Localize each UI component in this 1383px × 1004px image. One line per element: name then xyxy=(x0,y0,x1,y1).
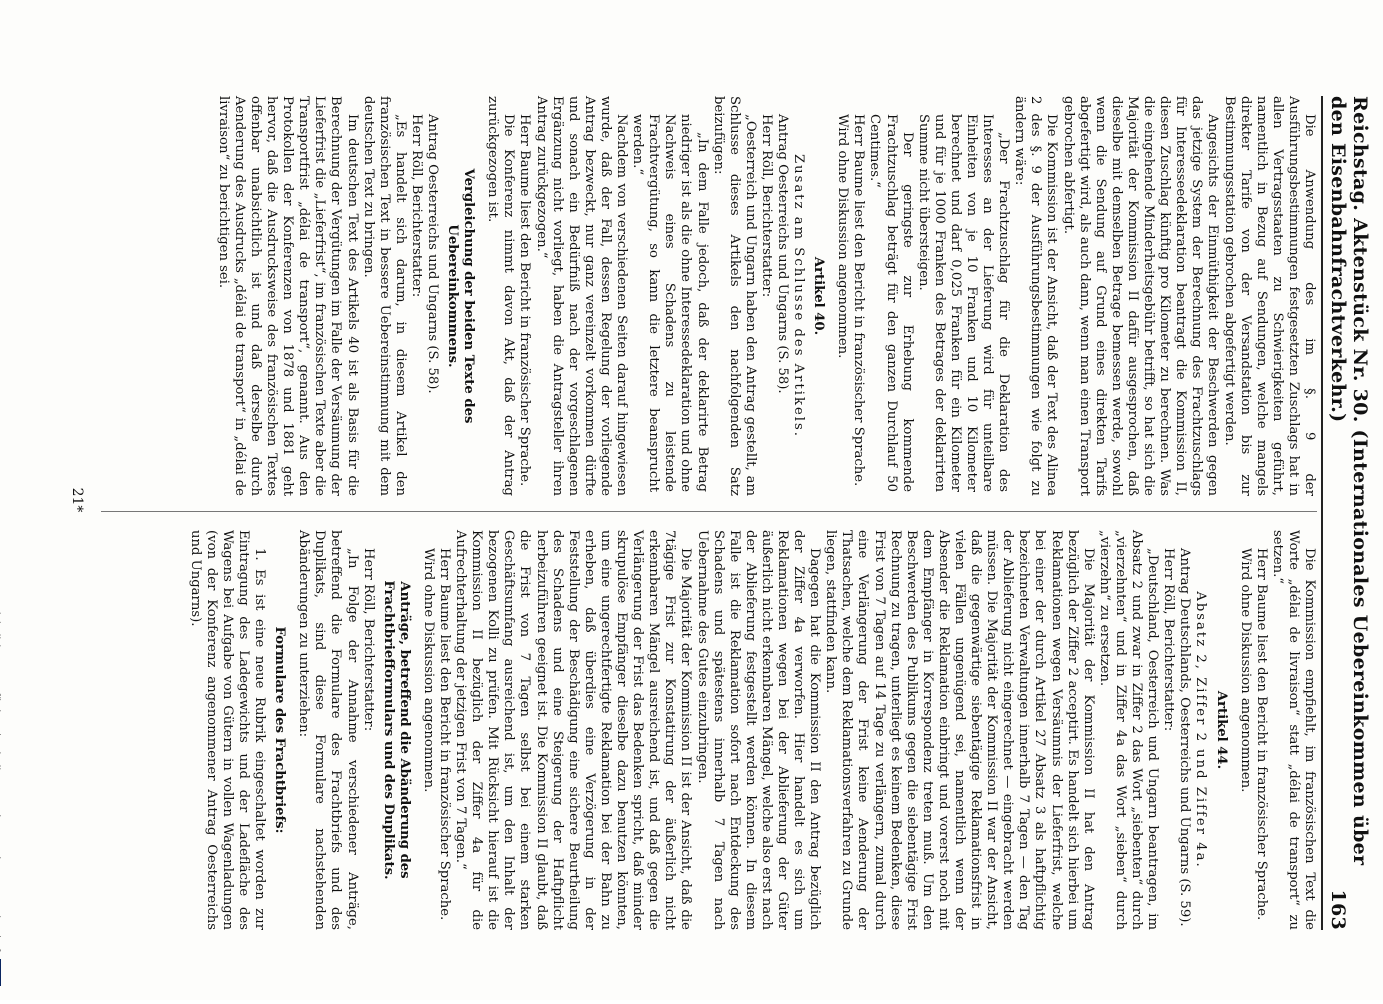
section-heading: Artikel 44. xyxy=(1213,690,1229,770)
body-paragraph: Herr Röll, Berichterstatter: xyxy=(758,114,774,298)
body-paragraph: Die Majorität der Kommission II hat den Antrag bezüglich der Ziffer 2 acceptirt. Es handelt sich hierbei um Reklamationen wegen Versäumnis der Lieferfrist, welche bei einer der durch Artikel 27 Absatz 3 als haftpflichtig bezeichneten Verwaltungen innerhalb 7 Tagen — den Tag der Ablieferung nicht eingerechnet — eingebracht werden müssen. Die Majorität der Kommission II war der Ansicht, daß die gegenwärtige siebentägige Reklamationsfrist in vielen Fällen ungenügend sei, namentlich wenn der Absender die Reklamation einbringt und vorerst noch mit dem Empfänger in Korrespondenz treten muß. Um den Beschwerden des Publikums gegen die siebentägige Frist Rechnung zu tragen, unterliegt es keinem Bedenken, diese Frist von 7 Tagen auf 14 Tage zu verlängern, zumal durch eine Verlängerung der Frist keine Aenderung der Thatsachen, welche dem Reklamationsverfahren zu Grunde liegen, stattfinden kann. xyxy=(823,530,1096,930)
quoted-paragraph: „In dem Falle jedoch, daß der deklarirte Betrag niedriger ist als die ohne Interessedeklaration und ohne Nachweis eines Schadens zu leistende Frachtvergütung, so kann die letztere beansprucht werden.“ xyxy=(630,114,710,492)
body-paragraph: Nachdem von verschiedenen Seiten darauf hingewiesen wurde, daß der Fall, dessen Regelung der vorliegende Antrag bezweckt, nur ganz vereinzelt vorkommen dürfte und sonach ein Bedürfniß nach der vorgeschlagenen Ergänzung nicht vorliegt, haben die Antragsteller ihren Antrag zurückgezogen.“ xyxy=(533,96,630,496)
left-column xyxy=(215,96,1317,496)
digitization-text xyxy=(0,604,2,955)
digitization-note xyxy=(0,604,2,1004)
body-paragraph: Herr Baume liest den Bericht in französischer Sprache. xyxy=(517,114,533,487)
section-heading: Anträge, betreffend die Abänderung des Frachtbriefformulars und des Duplikats. xyxy=(380,580,412,880)
body-paragraph: Herr Baume liest den Bericht in französischer Sprache. xyxy=(1253,548,1269,921)
body-paragraph: „Deutschland, Oesterreich und Ungarn beantragen, im Absatz 2 und zwar in Ziffer 2 das Wort „siebenten“ durch „vierzehnten“ und in Ziffer 4a das Wort „sieben“ durch „vierzehn“ zu ersetzen. xyxy=(1096,530,1161,930)
page-header xyxy=(1321,96,1371,930)
body-paragraph: Die Konferenz nimmt davon Akt, daß der Antrag zurückgezogen ist. xyxy=(485,96,517,496)
body-paragraph: 1. Es ist eine neue Rubrik eingeschaltet worden zur Eintragung des Ladegewichts und der Ladefläche des Wagens bei Aufgabe von Gütern in vollen Wagenladungen (von der Konferenz angenommener Antrag Oesterreichs und Ungarns). xyxy=(187,530,268,930)
body-paragraph: Antrag Oesterreichs und Ungarns (S. 58). xyxy=(425,114,441,394)
body-paragraph: Antrag Deutschlands, Oesterreichs und Ungarns (S. 59). xyxy=(1177,548,1193,927)
body-paragraph: Die Kommission empfiehlt, im französischen Text die Worte „délai de livraison“ statt „délai de transport“ zu setzen.“ xyxy=(1269,530,1317,930)
section-subheading: Zusatz am Schlusse des Artikels. xyxy=(791,154,807,438)
column-divider xyxy=(101,511,1317,512)
body-paragraph: Wird ohne Diskussion angenommen. xyxy=(420,548,436,793)
running-title: Reichstag. Aktenstück Nr. 30. (Internationales Uebereinkommen über den Eisenbahnfrachtverkehr.) xyxy=(1327,96,1371,866)
section-subheading: Absatz 2, Ziffer 2 und Ziffer 4a. xyxy=(1193,591,1209,869)
body-paragraph: Dagegen hat die Kommission II den Antrag bezüglich der Ziffer 4a verworfen. Hier handelt es sich um Reklamationen wegen bei der Ablieferung der Güter äußerlich nicht erkennbaren Mängel, welche also erst nach der Ablieferung festgestellt werden können. In diesem Falle ist die Reklamation sofort nach Entdeckung des Schadens und spätestens innerhalb 7 Tagen nach Uebernahme des Gutes einzubringen. xyxy=(694,530,823,930)
body-paragraph: Angesichts der Einmüthigkeit der Beschwerden gegen das jetzige System der Berechnung des Frachtzuschlags für Interesseedeklaration beantragt die Kommission II, diesen Zuschlag künftig pro Kilometer zu berechnen. Was die eingehende Minderheitsgebühr betrifft, so hat sich die Majorität der Kommission II dafür ausgesprochen, daß dieselbe mit demselben Betrage bemessen werde, sowohl wenn die Sendung auf Grund eines direkten Tarifs abgefertigt wird, als auch dann, wenn man einen Transport gebrochen abfertigt. xyxy=(1060,96,1221,496)
page-number: 163 xyxy=(1327,889,1349,930)
body-paragraph: Wird ohne Diskussion angenommen. xyxy=(835,114,851,359)
right-column xyxy=(187,530,1317,930)
body-paragraph: Die Majorität der Kommission II ist der Ansicht, daß die 7tägige Frist zur Konstatirung der äußerlich nicht erkennbaren Mängel ausreichend ist, und daß gegen die Verlängerung der Frist das Bedenken spricht, daß minder skrupulöse Empfänger dieselbe dazu benutzen könnten, um eine ungerechtfertigte Reklamation bei der Bahn zu erheben, daß überdies eine Verzögerung in der Feststellung der Beschädigung eine sichere Beurtheilung des Schadens und eine Steigerung der Haftpflicht herbeizuführen geeignet ist. Die Kommission II glaubt, daß die Frist von 7 Tagen selbst bei einem starken Geschäftsumfang ausreichend ist, um den Inhalt der bezogenen Kolli zu prüfen. Mit Rücksicht hierauf ist die Kommission II bezüglich der Ziffer 4a für die Aufrechterhaltung der jetzigen Frist von 7 Tagen.“ xyxy=(453,530,694,930)
body-paragraph: Herr Baume liest den Bericht in französischer Sprache. xyxy=(851,114,867,487)
body-paragraph: „Oesterreich und Ungarn haben den Antrag gestellt, am Schlusse dieses Artikels den nachfolgenden Satz beizufügen: xyxy=(710,96,758,496)
section-heading: Vergleichung der beiden Texte des Uebereinkommens. xyxy=(445,168,477,424)
body-paragraph: Im deutschen Text des Artikels 40 ist als Basis für die Berechnung der Vergütungen im Falle der Versäumung der Lieferfrist die „Lieferfrist“, im französischen Texte aber die Transportfrist „délai de transport“, genannt. Aus den Protokollen der Konferenzen von 1878 und 1881 geht hervor, daß die Ausdrucksweise des französischen Textes offenbar unabsichtlich ist und daß derselbe durch Aenderung des Ausdrucks „délai de transport“ in „délai de livraison“ zu berichtigen sei. xyxy=(215,96,360,496)
signature-mark: 21* xyxy=(69,487,85,513)
body-paragraph: „In Folge der Annahme verschiedener Anträge, betreffend die Formulare des Frachtbriefs und des Duplikats, sind diese Formulare nachstehenden Abänderungen zu unterziehen: xyxy=(296,530,360,930)
dfg-logo xyxy=(0,959,2,986)
body-paragraph: Wird ohne Diskussion angenommen. xyxy=(1237,548,1253,793)
section-heading: Formulare des Frachtbriefs: xyxy=(272,626,288,834)
body-paragraph: Die Kommission ist der Ansicht, daß der Text des Alinea 2 des §. 9 der Ausführungsbestimmungen wie folgt zu ändern wäre: xyxy=(1012,96,1060,496)
body-paragraph: Die Anwendung des im §. 9 der Ausführungsbestimmungen festgesetzten Zuschlags hat in allen Vertragsstaaten zu Schwierigkeiten geführt, namentlich in Bezug auf Sendungen, welche mangels direkter Tarife von der Versandstation bis zur Bestimmungsstation gebrochen abgefertigt werden. xyxy=(1221,96,1317,496)
body-paragraph: Herr Baume liest den Bericht in französischer Sprache. xyxy=(437,548,453,921)
body-paragraph: „Es handelt sich darum, in diesem Artikel den französischen Text in bessere Uebereinstimmung mit dem deutschen Text zu bringen. xyxy=(360,96,408,496)
body-paragraph: Herr Röll, Berichterstatter: xyxy=(408,114,424,298)
section-heading: Artikel 40. xyxy=(811,256,827,336)
quoted-paragraph: „Der Frachtzuschlag für die Deklaration des Interesses an der Lieferung wird für unteilbare Einheiten von je 10 Franken und 10 Kilometer berechnet und darf 0,025 Franken für ein Kilometer und für je 1000 Franken des Betrages der deklarirten Summe nicht übersteigen. xyxy=(915,114,1012,492)
body-paragraph: Herr Röll, Berichterstatter: xyxy=(1161,548,1177,732)
body-paragraph: Antrag Oesterreichs und Ungarns (S. 58). xyxy=(775,114,790,394)
body-paragraph: Herr Röll, Berichterstatter: xyxy=(360,548,376,732)
quoted-paragraph: Der geringste zur Erhebung kommende Frachtzuschlag beträgt für den ganzen Durchlauf 50 Centimes.“ xyxy=(867,114,915,492)
